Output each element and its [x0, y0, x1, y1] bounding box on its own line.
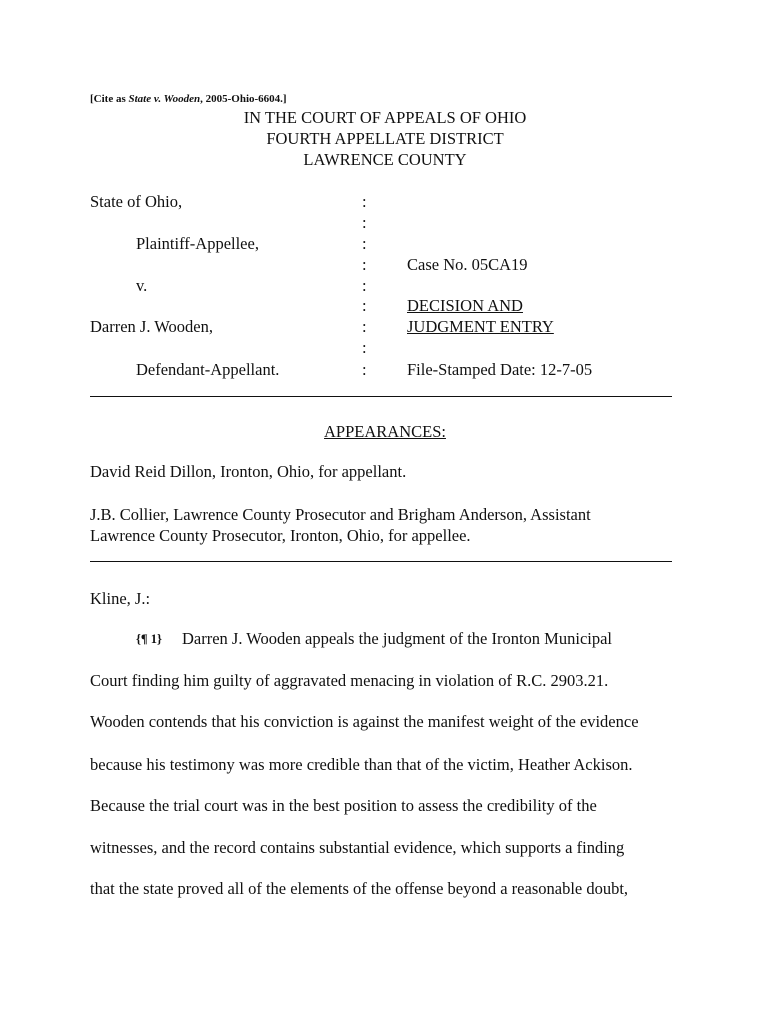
court-name: IN THE COURT OF APPEALS OF OHIO — [243, 108, 527, 127]
divider — [90, 561, 672, 562]
appearance-appellee-line1: J.B. Collier, Lawrence County Prosecutor and Brigham Anderson, Assistant — [90, 505, 591, 524]
appearance-appellee-line2: Lawrence County Prosecutor, Ironton, Ohio, for appellee. — [90, 526, 471, 545]
judge-name: Kline, J.: — [90, 589, 151, 608]
caption-colon: : — [362, 276, 367, 295]
file-stamped-date: File-Stamped Date: 12-7-05 — [407, 360, 593, 379]
caption-colon: : — [362, 234, 367, 253]
citation — [90, 93, 287, 105]
opinion-line: Darren J. Wooden appeals the judgment of the Ironton Municipal — [182, 629, 613, 648]
caption-colon: : — [362, 213, 367, 232]
paragraph-marker: {¶ 1} — [136, 632, 162, 646]
defendant-role: Defendant-Appellant. — [136, 360, 280, 379]
citation-suffix: , 2005-Ohio-6604.] — [200, 93, 287, 105]
case-number: Case No. 05CA19 — [407, 255, 528, 274]
caption-colon: : — [362, 255, 367, 274]
decision-title-line2: JUDGMENT ENTRY — [407, 317, 554, 336]
citation-case-name: State v. Wooden — [128, 93, 201, 105]
caption-colon: : — [362, 192, 367, 211]
caption-colon: : — [362, 296, 367, 315]
caption-colon: : — [362, 317, 367, 336]
opinion-line: that the state proved all of the elements of the offense beyond a reasonable doubt, — [90, 879, 629, 898]
versus: v. — [136, 276, 148, 295]
opinion-line: Court finding him guilty of aggravated menacing in violation of R.C. 2903.21. — [90, 671, 609, 690]
caption-colon: : — [362, 338, 367, 357]
court-district: FOURTH APPELLATE DISTRICT — [266, 129, 504, 148]
opinion-line: witnesses, and the record contains substantial evidence, which supports a finding — [90, 838, 625, 857]
decision-title-line1: DECISION AND — [407, 296, 523, 315]
divider — [90, 396, 672, 397]
defendant-name: Darren J. Wooden, — [90, 317, 214, 336]
plaintiff-role: Plaintiff-Appellee, — [136, 234, 259, 253]
opinion-line: Wooden contends that his conviction is against the manifest weight of the evidence — [90, 712, 639, 731]
citation-prefix: [Cite as — [90, 93, 129, 105]
opinion-line: because his testimony was more credible than that of the victim, Heather Ackison. — [90, 755, 633, 774]
plaintiff-name: State of Ohio, — [90, 192, 183, 211]
court-county: LAWRENCE COUNTY — [303, 150, 467, 169]
appearance-appellant: David Reid Dillon, Ironton, Ohio, for appellant. — [90, 462, 407, 481]
caption-colon: : — [362, 360, 367, 379]
opinion-line: Because the trial court was in the best position to assess the credibility of the — [90, 796, 597, 815]
appearances-heading: APPEARANCES: — [324, 422, 446, 441]
